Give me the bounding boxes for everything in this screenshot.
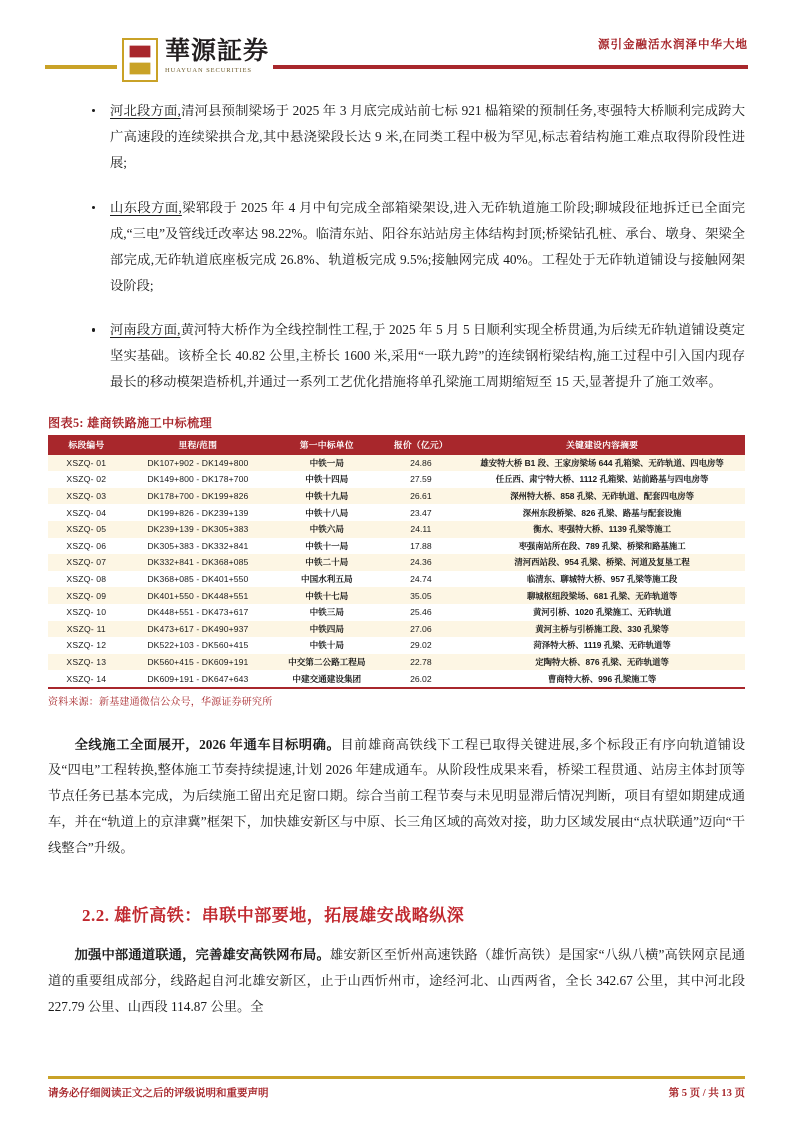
paragraph-bold-lead: 全线施工全面展开，2026 年通车目标明确。 bbox=[74, 736, 341, 752]
list-item bbox=[48, 195, 745, 299]
column-header-bid-price: 报价（亿元） bbox=[383, 435, 460, 454]
paragraph-bold-lead: 加强中部通道联通，完善雄安高铁网布局。 bbox=[74, 947, 330, 963]
cell-bid-price: 17.88 bbox=[383, 538, 460, 555]
cell-winning-unit: 中铁十九局 bbox=[271, 488, 383, 505]
list-item bbox=[48, 317, 745, 395]
cell-mileage-range: DK178+700 - DK199+826 bbox=[125, 488, 271, 505]
cell-key-content: 衡水、枣强特大桥、1139 孔梁等施工 bbox=[459, 521, 745, 538]
cell-bid-price: 27.59 bbox=[383, 471, 460, 488]
cell-bid-price: 24.11 bbox=[383, 521, 460, 538]
cell-section-id: XSZQ- 10 bbox=[48, 604, 125, 621]
table-row bbox=[48, 521, 745, 538]
cell-key-content: 黄河引桥、1020 孔梁施工、无砟轨道 bbox=[459, 604, 745, 621]
cell-key-content: 菏泽特大桥、1119 孔梁、无砟轨道等 bbox=[459, 637, 745, 654]
paragraph-text: 目前雄商高铁线下工程已取得关键进展,多个标段正有序向轨道铺设及“四电”工程转换,整体施工节奏持续提速,计划 2026 年建成通车。从阶段性成果来看，桥梁工程贯通、站房主体封顶等节点任务已基本完成，为后续施工留出充足窗口期。综合当前工程节奏与未见明显滞后情况判断，项目有望如期建成通车，并在“轨道上的京津冀”框架下，加快雄安新区与中原、长三角区域的高效对接，助力区域发展由“点状联通”迈向“干线整合”升级。 bbox=[48, 736, 745, 856]
paragraph-text: 雄安新区至忻州高速铁路（雄忻高铁）是国家“八纵八横”高铁网京昆通道的重要组成部分，线路起自河北雄安新区，止于山西忻州市，途经河北、山西两省，全长 342.67 公里，其中河北段 227.79 公里、山西段 114.87 公里。全 bbox=[48, 947, 745, 1014]
cell-winning-unit: 中铁六局 bbox=[271, 521, 383, 538]
bullet-text: 梁郓段于 2025 年 4 月中旬完成全部箱梁架设,进入无砟轨道施工阶段;聊城段征地拆迁已全面完成,“三电”及管线迁改率达 98.22%。临清东站、阳谷东站站房主体结构封顶;桥梁钻孔桩、承台、墩身、架梁全部完成,无砟轨道底座板完成 26.8%、轨道板完成 9.5%;接触网完成 40%。工程处于无砟轨道铺设与接触网架设阶段; bbox=[110, 199, 745, 293]
cell-mileage-range: DK149+800 - DK178+700 bbox=[125, 471, 271, 488]
cell-section-id: XSZQ- 07 bbox=[48, 554, 125, 571]
cell-winning-unit: 中铁四局 bbox=[271, 621, 383, 638]
cell-winning-unit: 中铁三局 bbox=[271, 604, 383, 621]
cell-winning-unit: 中铁十四局 bbox=[271, 471, 383, 488]
summary-paragraph bbox=[48, 732, 745, 862]
progress-bullet-list bbox=[48, 98, 745, 395]
cell-winning-unit: 中铁十八局 bbox=[271, 504, 383, 521]
page-content bbox=[0, 98, 793, 1020]
header-rule-gold bbox=[45, 65, 117, 69]
column-header-winning-unit: 第一中标单位 bbox=[271, 435, 383, 454]
brand-logo bbox=[118, 38, 273, 82]
footer-rule bbox=[48, 1076, 745, 1079]
brand-name-cn: 華源証券 bbox=[165, 38, 270, 65]
cell-winning-unit: 中铁十一局 bbox=[271, 538, 383, 555]
bullet-text: 清河县预制梁场于 2025 年 3 月底完成站前七标 921 榀箱梁的预制任务,枣强特大桥顺利完成跨大广高速段的连续梁拱合龙,其中悬浇梁段长达 9 米,在同类工程中极为罕见,标志着结构施工难点取得阶段性进展; bbox=[110, 103, 745, 170]
section-paragraph bbox=[48, 942, 745, 1020]
cell-winning-unit: 中铁一局 bbox=[271, 455, 383, 472]
cell-section-id: XSZQ- 02 bbox=[48, 471, 125, 488]
cell-mileage-range: DK401+550 - DK448+551 bbox=[125, 587, 271, 604]
cell-mileage-range: DK473+617 - DK490+937 bbox=[125, 621, 271, 638]
column-header-key-content: 关键建设内容摘要 bbox=[459, 435, 745, 454]
list-item bbox=[48, 98, 745, 176]
footer-row bbox=[48, 1085, 745, 1100]
brand-logo-text bbox=[165, 38, 269, 74]
table-row bbox=[48, 554, 745, 571]
table-bottom-rule bbox=[48, 687, 745, 689]
cell-bid-price: 24.36 bbox=[383, 554, 460, 571]
table-row bbox=[48, 455, 745, 472]
table-row bbox=[48, 654, 745, 671]
cell-winning-unit: 中国水利五局 bbox=[271, 571, 383, 588]
table-row bbox=[48, 621, 745, 638]
column-header-mileage-range: 里程/范围 bbox=[125, 435, 271, 454]
cell-key-content: 枣强南站所在段、789 孔梁、桥梁和路基施工 bbox=[459, 538, 745, 555]
exhibit-source: 资料来源：新基建通微信公众号，华源证券研究所 bbox=[48, 696, 273, 708]
cell-winning-unit: 中铁十七局 bbox=[271, 587, 383, 604]
cell-bid-price: 24.74 bbox=[383, 571, 460, 588]
cell-bid-price: 29.02 bbox=[383, 637, 460, 654]
cell-section-id: XSZQ- 06 bbox=[48, 538, 125, 555]
section-heading-2-2: 2.2. 雄忻高铁：串联中部要地，拓展雄安战略纵深 bbox=[82, 906, 465, 926]
bullet-lead: 山东段方面, bbox=[110, 199, 182, 215]
exhibit-5 bbox=[48, 414, 745, 707]
cell-key-content: 曹商特大桥、996 孔梁施工等 bbox=[459, 670, 745, 687]
cell-key-content: 深州东段桥梁、826 孔梁、路基与配套设施 bbox=[459, 504, 745, 521]
exhibit-title: 图表5: 雄商铁路施工中标梳理 bbox=[48, 416, 212, 431]
cell-key-content: 定陶特大桥、876 孔梁、无砟轨道等 bbox=[459, 654, 745, 671]
column-header-section-id: 标段编号 bbox=[48, 435, 125, 454]
header-rule-red bbox=[227, 65, 748, 69]
table-row bbox=[48, 670, 745, 687]
bullet-lead: 河北段方面, bbox=[110, 103, 181, 118]
table-header-row bbox=[48, 435, 745, 454]
bullet-text: 黄河特大桥作为全线控制性工程,于 2025 年 5 月 5 日顺利实现全桥贯通,为后续无砟轨道铺设奠定坚实基础。该桥全长 40.82 公里,主桥长 1600 米,采用“一联九跨”的连续钢桁梁结构,施工过程中引入国内现存最长的移动模架造桥机,并通过一系列工艺优化措施将单孔梁施工周期缩短至 15 天,显著提升了施工效率。 bbox=[110, 322, 745, 390]
table-row bbox=[48, 604, 745, 621]
cell-mileage-range: DK560+415 - DK609+191 bbox=[125, 654, 271, 671]
cell-mileage-range: DK107+902 - DK149+800 bbox=[125, 455, 271, 472]
cell-mileage-range: DK239+139 - DK305+383 bbox=[125, 521, 271, 538]
cell-section-id: XSZQ- 04 bbox=[48, 504, 125, 521]
cell-mileage-range: DK305+383 - DK332+841 bbox=[125, 538, 271, 555]
cell-bid-price: 27.06 bbox=[383, 621, 460, 638]
table-row bbox=[48, 538, 745, 555]
page-footer bbox=[48, 1076, 745, 1100]
huayuan-seal-icon bbox=[122, 38, 158, 82]
cell-winning-unit: 中铁十局 bbox=[271, 637, 383, 654]
table-row bbox=[48, 471, 745, 488]
cell-winning-unit: 中交第二公路工程局 bbox=[271, 654, 383, 671]
table-row bbox=[48, 571, 745, 588]
table-row bbox=[48, 488, 745, 505]
cell-key-content: 雄安特大桥 B1 段、王家房梁场 644 孔箱梁、无砟轨道、四电房等 bbox=[459, 455, 745, 472]
table-row bbox=[48, 637, 745, 654]
cell-key-content: 任丘西、肃宁特大桥、1112 孔箱梁、站前路基与四电房等 bbox=[459, 471, 745, 488]
table-body bbox=[48, 455, 745, 687]
cell-bid-price: 26.61 bbox=[383, 488, 460, 505]
cell-section-id: XSZQ- 08 bbox=[48, 571, 125, 588]
bid-results-table bbox=[48, 435, 745, 687]
cell-mileage-range: DK332+841 - DK368+085 bbox=[125, 554, 271, 571]
header-tagline: 源引金融活水润泽中华大地 bbox=[598, 39, 748, 51]
cell-section-id: XSZQ- 01 bbox=[48, 455, 125, 472]
cell-bid-price: 25.46 bbox=[383, 604, 460, 621]
bullet-lead: 河南段方面, bbox=[110, 322, 181, 338]
cell-bid-price: 23.47 bbox=[383, 504, 460, 521]
footer-disclaimer: 请务必仔细阅读正文之后的评级说明和重要声明 bbox=[48, 1088, 269, 1099]
table-row bbox=[48, 587, 745, 604]
cell-mileage-range: DK448+551 - DK473+617 bbox=[125, 604, 271, 621]
table-header bbox=[48, 435, 745, 454]
cell-section-id: XSZQ- 11 bbox=[48, 621, 125, 638]
cell-section-id: XSZQ- 13 bbox=[48, 654, 125, 671]
cell-bid-price: 24.86 bbox=[383, 455, 460, 472]
cell-key-content: 清河西站段、954 孔梁、桥梁、河道及复垦工程 bbox=[459, 554, 745, 571]
cell-section-id: XSZQ- 14 bbox=[48, 670, 125, 687]
cell-bid-price: 26.02 bbox=[383, 670, 460, 687]
cell-section-id: XSZQ- 03 bbox=[48, 488, 125, 505]
cell-mileage-range: DK368+085 - DK401+550 bbox=[125, 571, 271, 588]
brand-name-en: HUAYUAN SECURITIES bbox=[165, 67, 252, 75]
cell-winning-unit: 中铁二十局 bbox=[271, 554, 383, 571]
cell-key-content: 聊城枢纽段梁场、681 孔梁、无砟轨道等 bbox=[459, 587, 745, 604]
cell-section-id: XSZQ- 05 bbox=[48, 521, 125, 538]
cell-section-id: XSZQ- 12 bbox=[48, 637, 125, 654]
cell-mileage-range: DK522+103 - DK560+415 bbox=[125, 637, 271, 654]
footer-page-number: 第 5 页 / 共 13 页 bbox=[668, 1088, 745, 1099]
cell-bid-price: 35.05 bbox=[383, 587, 460, 604]
cell-section-id: XSZQ- 09 bbox=[48, 587, 125, 604]
cell-winning-unit: 中建交通建设集团 bbox=[271, 670, 383, 687]
cell-bid-price: 22.78 bbox=[383, 654, 460, 671]
table-row bbox=[48, 504, 745, 521]
cell-mileage-range: DK199+826 - DK239+139 bbox=[125, 504, 271, 521]
cell-key-content: 临清东、聊城特大桥、957 孔梁等施工段 bbox=[459, 571, 745, 588]
page-header bbox=[0, 0, 793, 98]
cell-key-content: 黄河主桥与引桥施工段、330 孔梁等 bbox=[459, 621, 745, 638]
cell-key-content: 深州特大桥、858 孔梁、无砟轨道、配套四电房等 bbox=[459, 488, 745, 505]
cell-mileage-range: DK609+191 - DK647+643 bbox=[125, 670, 271, 687]
